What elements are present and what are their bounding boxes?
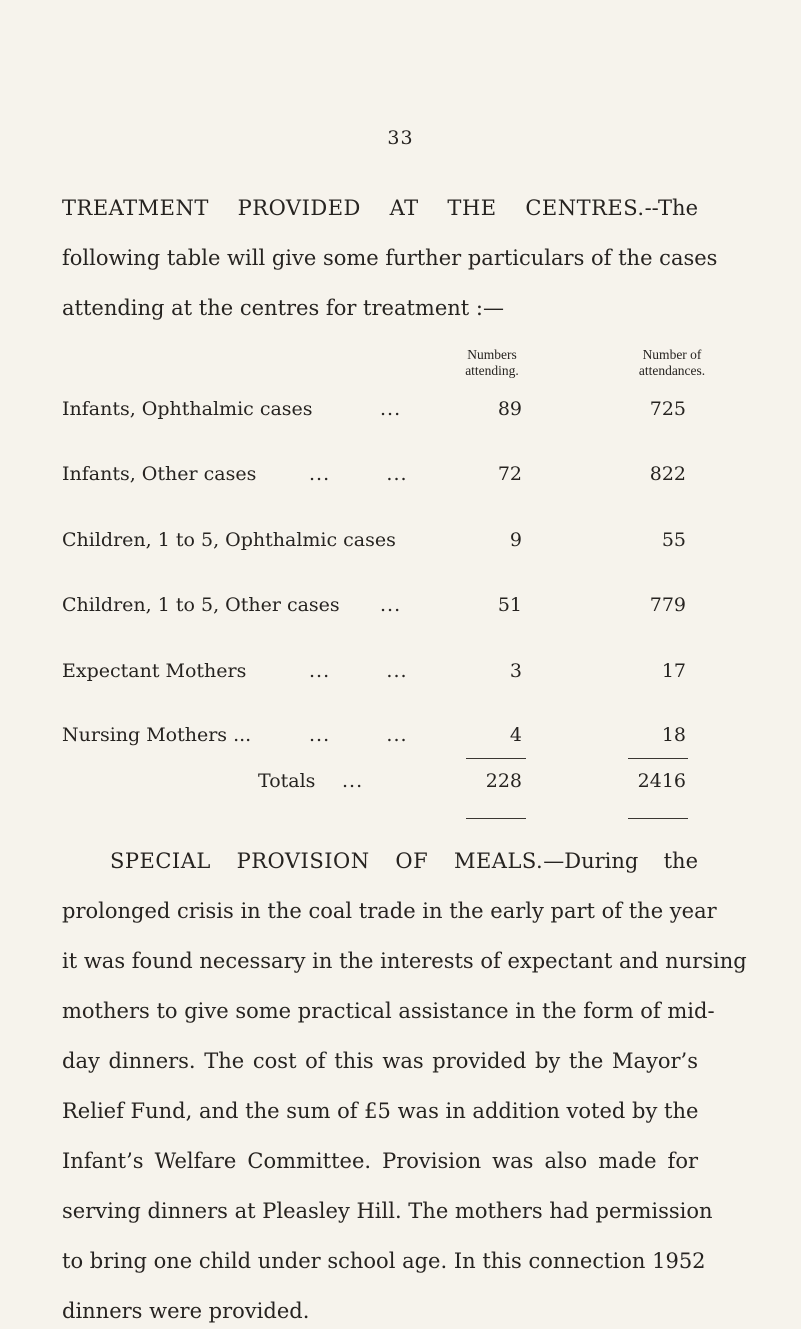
table-cell-attendances: 822 [649, 463, 686, 485]
table-row-label: Children, 1 to 5, Ophthalmic cases [62, 529, 396, 551]
table-cell-numbers: 51 [497, 594, 522, 616]
table-row-label: Infants, Other cases [62, 463, 257, 485]
col-header-numbers-line2: attending. [465, 363, 519, 378]
section-heading-treatment: TREATMENT PROVIDED AT THE CENTRES. [62, 196, 645, 220]
intro-line-3: attending at the centres for treatment :— [62, 296, 504, 320]
table-row-label: Infants, Ophthalmic cases [62, 398, 313, 420]
table-cell-attendances: 18 [661, 724, 686, 746]
meals-line: Infant’s Welfare Committee. Provision was also made for [62, 1149, 698, 1173]
col-header-numbers-line1: Numbers [467, 347, 517, 362]
table-row-label: Expectant Mothers [62, 660, 247, 682]
table-row-leader: ... ... [309, 463, 408, 485]
meals-line: dinners were provided. [62, 1299, 310, 1323]
table-cell-attendances: 55 [661, 529, 686, 551]
col-header-attendances-line2: attendances. [638, 363, 706, 378]
table-row-label: Children, 1 to 5, Other cases [62, 594, 340, 616]
table-cell-numbers: 4 [509, 724, 522, 746]
table-row-label: Nursing Mothers ... [62, 724, 252, 746]
totals-numbers: 228 [485, 770, 522, 792]
meals-line: serving dinners at Pleasley Hill. The mothers had permission [62, 1199, 713, 1223]
table-row-leader: ... ... [309, 660, 408, 682]
meals-line: day dinners. The cost of this was provided by the Mayor’s [62, 1049, 698, 1073]
totals-leader: ... [342, 770, 364, 792]
meals-line-1 [110, 846, 698, 876]
totals-label: Totals [258, 770, 316, 792]
table-cell-numbers: 89 [497, 398, 522, 420]
intro-line-2: following table will give some further particulars of the cases [62, 246, 718, 270]
table-cell-numbers: 72 [497, 463, 522, 485]
meals-line: Relief Fund, and the sum of £5 was in addition voted by the [62, 1099, 699, 1123]
table-row-leader: ... [380, 398, 402, 420]
table-cell-attendances: 779 [649, 594, 686, 616]
section-heading-meals: SPECIAL PROVISION OF MEALS. [110, 849, 544, 873]
page-number: 33 [387, 127, 414, 149]
col-header-attendances-line1: Number of [642, 347, 702, 362]
heading-dash: -- [644, 196, 659, 220]
totals-rule-bottom-attendances [628, 818, 688, 819]
totals-rule-top-attendances [628, 758, 688, 759]
meals-line: to bring one child under school age. In this connection 1952 [62, 1249, 706, 1273]
meals-line-1-tail: —During the [543, 849, 698, 873]
meals-line: it was found necessary in the interests of expectant and nursing [62, 949, 747, 973]
intro-line-1 [62, 193, 698, 223]
table-row-leader: ... ... [309, 724, 408, 746]
table-cell-numbers: 3 [509, 660, 522, 682]
table-cell-attendances: 17 [661, 660, 686, 682]
totals-rule-bottom-numbers [466, 818, 526, 819]
table-cell-numbers: 9 [509, 529, 522, 551]
col-header-attendances [612, 347, 732, 379]
totals-rule-top-numbers [466, 758, 526, 759]
meals-line: mothers to give some practical assistance in the form of mid- [62, 999, 715, 1023]
col-header-numbers [442, 347, 542, 379]
intro-line-1-tail: The [658, 196, 698, 220]
table-row-leader: ... [380, 594, 402, 616]
table-cell-attendances: 725 [649, 398, 686, 420]
meals-line: prolonged crisis in the coal trade in the early part of the year [62, 899, 717, 923]
totals-attendances: 2416 [637, 770, 686, 792]
